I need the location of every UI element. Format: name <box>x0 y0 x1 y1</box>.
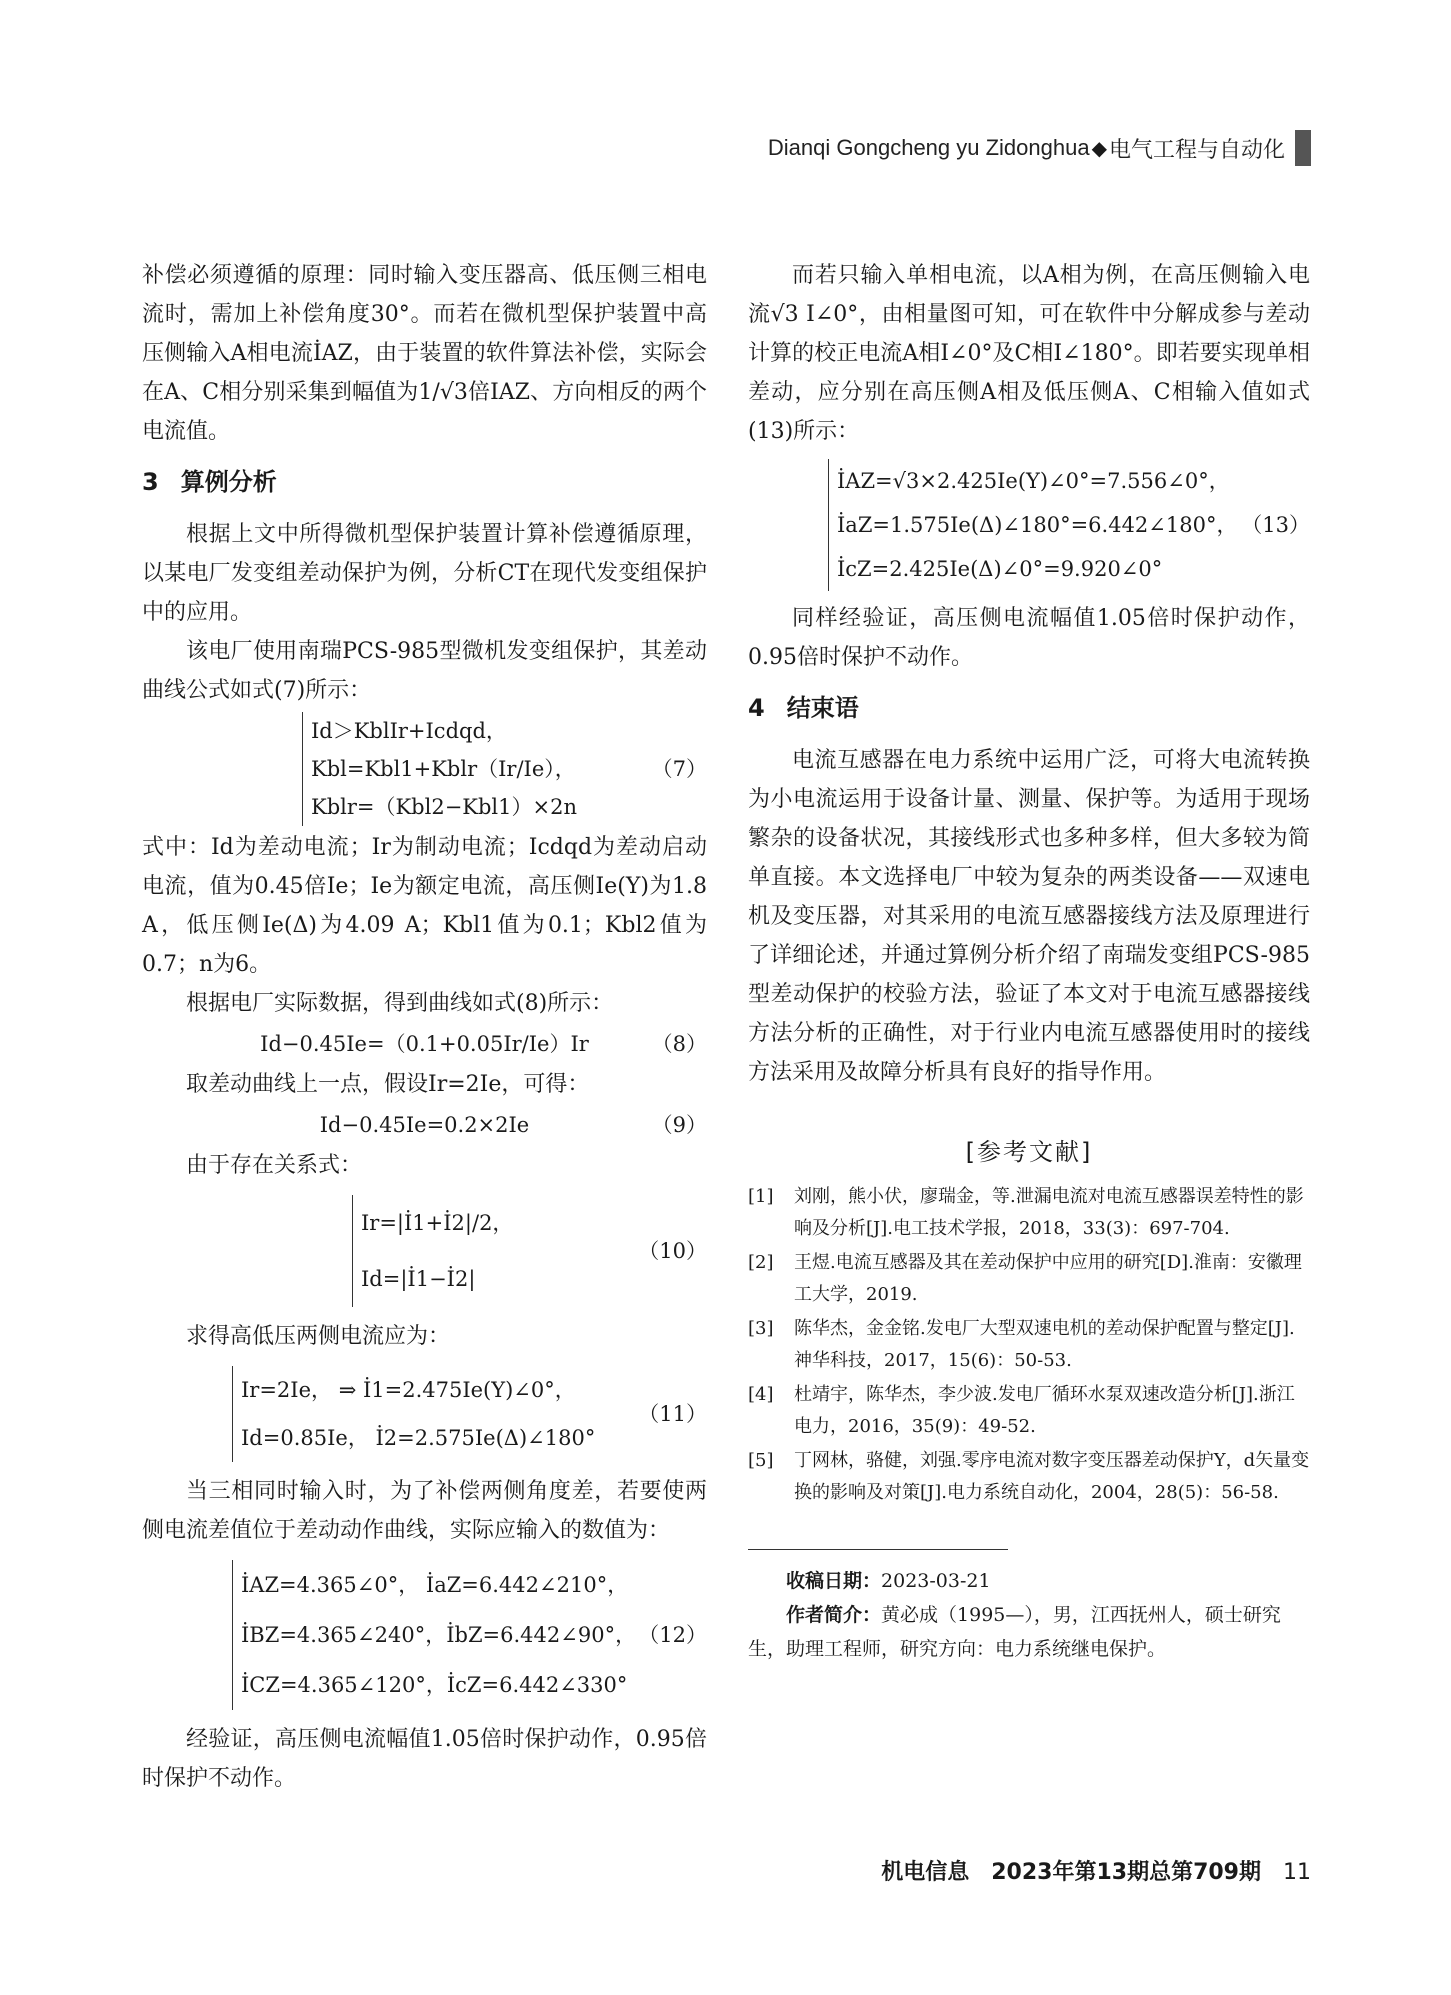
reference-number: [1] <box>748 1186 774 1207</box>
paragraph: 根据上文中所得微机型保护装置计算补偿遵循原理，以某电厂发变组差动保护为例，分析CT在现代发变组保护中的应用。 <box>142 522 707 625</box>
paragraph: 当三相同时输入时，为了补偿两侧角度差，若要使两侧电流差值位于差动动作曲线，实际应输入的数值为： <box>142 1479 707 1543</box>
section-title: 结束语 <box>786 694 859 722</box>
reference-list <box>748 1181 1310 1509</box>
equation-line: İAZ=√3×2.425Ie(Y)∠0°=7.556∠0°， <box>837 469 1230 493</box>
reference-item <box>748 1181 1310 1245</box>
page-number: 11 <box>1283 1860 1311 1885</box>
reference-number: [3] <box>748 1318 774 1339</box>
reference-item <box>748 1313 1310 1377</box>
equation-number: （7） <box>651 757 707 781</box>
equation-line: Id=0.85Ie， İ2=2.575Ie(Δ)∠180° <box>241 1426 596 1450</box>
equation-13 <box>748 459 1310 591</box>
paragraph: 而若只输入单相电流，以A相为例，在高压侧输入电流√3 I∠0°，由相量图可知，可在软件中分解成参与差动计算的校正电流A相I∠0°及C相I∠180°。即若要实现单相差动，应分别在高压侧A相及低压侧A、C相输入值如式(13)所示： <box>748 263 1310 444</box>
journal-pinyin: Dianqi Gongcheng yu Zidonghua <box>767 135 1090 160</box>
equation-line: İaZ=1.575Ie(Δ)∠180°=6.442∠180°， <box>837 513 1238 537</box>
section-title: 算例分析 <box>180 468 277 496</box>
paragraph: 补偿必须遵循的原理：同时输入变压器高、低压侧三相电流时，需加上补偿角度30°。而若在微机型保护装置中高压侧输入A相电流İAZ，由于装置的软件算法补偿，实际会在A、C相分别采集到幅值为1/√3倍IAZ、方向相反的两个电流值。 <box>142 263 707 444</box>
issue-info: 机电信息 2023年第13期总第709期 <box>881 1860 1261 1885</box>
paragraph: 电流互感器在电力系统中运用广泛，可将大电流转换为小电流运用于设备计量、测量、保护等。为适用于现场繁杂的设备状况，其接线形式也多种多样，但大多较为简单直接。本文选择电厂中较为复杂的两类设备——双速电机及变压器，对其采用的电流互感器接线方法及原理进行了详细论述，并通过算例分析介绍了南瑞发变组PCS-985型差动保护的校验方法，验证了本文对于电流互感器接线方法分析的正确性，对于行业内电流互感器使用时的接线方法采用及故障分析具有良好的指导作用。 <box>748 748 1310 1085</box>
equation-line: Kblr=（Kbl2−Kbl1）×2n <box>311 795 577 819</box>
section-heading-4 <box>748 687 1310 729</box>
equation-line: Id＞KblIr+Icdqd， <box>311 719 507 743</box>
equation-8 <box>142 1025 707 1063</box>
equation-12 <box>142 1560 707 1710</box>
paragraph: 求得高低压两侧电流应为： <box>186 1324 451 1349</box>
equation-number: （9） <box>651 1113 707 1137</box>
equation-11 <box>142 1366 707 1462</box>
reference-text: 陈华杰，金金铭.发电厂大型双速电机的差动保护配置与整定[J].神华科技，2017，15(6)：50-53. <box>794 1318 1295 1371</box>
received-label: 收稿日期： <box>786 1570 882 1592</box>
paragraph: 经验证，高压侧电流幅值1.05倍时保护动作，0.95倍时保护不动作。 <box>142 1727 707 1791</box>
running-header <box>768 128 1311 168</box>
received-date-note <box>748 1564 1310 1598</box>
equation-7 <box>142 712 707 826</box>
equation-number: （12） <box>638 1623 707 1647</box>
author-bio-note <box>748 1598 1310 1666</box>
journal-chinese-title: 电气工程与自动化 <box>1108 137 1285 163</box>
reference-text: 王煜.电流互感器及其在差动保护中应用的研究[D].淮南：安徽理工大学，2019. <box>794 1252 1302 1305</box>
right-column <box>748 256 1310 1666</box>
equation-line: Id=|İ1−İ2| <box>361 1267 476 1291</box>
equation-line: İBZ=4.365∠240°，İbZ=6.442∠90°， <box>241 1623 637 1647</box>
equation-line: Ir=2Ie， ⇒ İ1=2.475Ie(Y)∠0°， <box>241 1378 576 1402</box>
equation-line: Kbl=Kbl1+Kblr（Ir/Ie）， <box>311 757 576 781</box>
paragraph: 式中：Id为差动电流；Ir为制动电流；Icdqd为差动启动电流，值为0.45倍Ie；Ie为额定电流，高压侧Ie(Y)为1.8 A，低压侧Ie(Δ)为4.09 A；Kbl1值为0.1；Kbl2值为0.7；n为6。 <box>142 835 707 977</box>
reference-item <box>748 1247 1310 1311</box>
reference-text: 丁网林，骆健，刘强.零序电流对数字变压器差动保护Y，d矢量变换的影响及对策[J].电力系统自动化，2004，28(5)：56-58. <box>794 1450 1310 1503</box>
reference-number: [4] <box>748 1384 774 1405</box>
page-footer <box>881 1855 1311 1886</box>
received-value: 2023-03-21 <box>881 1570 991 1592</box>
paragraph: 根据电厂实际数据，得到曲线如式(8)所示： <box>186 991 614 1016</box>
paragraph: 该电厂使用南瑞PCS-985型微机发变组保护，其差动曲线公式如式(7)所示： <box>142 639 707 703</box>
author-label: 作者简介： <box>786 1604 882 1626</box>
equation-number: （13） <box>1241 513 1310 537</box>
reference-text: 杜靖宇，陈华杰，李少波.发电厂循环水泵双速改造分析[J].浙江电力，2016，35(9)：49-52. <box>794 1384 1295 1437</box>
left-column <box>142 256 707 1798</box>
reference-item <box>748 1379 1310 1443</box>
footnote-divider <box>748 1549 1008 1550</box>
section-number: 3 <box>142 468 159 496</box>
reference-text: 刘刚，熊小伏，廖瑞金，等.泄漏电流对电流互感器误差特性的影响及分析[J].电工技术学报，2018，33(3)：697-704. <box>794 1186 1304 1239</box>
paragraph: 取差动曲线上一点，假设Ir=2Ie，可得： <box>186 1072 590 1097</box>
reference-number: [2] <box>748 1252 774 1273</box>
paragraph: 同样经验证，高压侧电流幅值1.05倍时保护动作，0.95倍时保护不动作。 <box>748 606 1310 670</box>
equation-10 <box>142 1195 707 1307</box>
diamond-icon: ◆ <box>1091 136 1107 160</box>
equation-line: İAZ=4.365∠0°， İaZ=6.442∠210°， <box>241 1573 629 1597</box>
equation-number: （8） <box>651 1032 707 1056</box>
equation-line: İcZ=2.425Ie(Δ)∠0°=9.920∠0° <box>837 557 1163 581</box>
equation-line: Id−0.45Ie=0.2×2Ie <box>319 1113 530 1137</box>
equation-9 <box>142 1106 707 1144</box>
equation-line: İCZ=4.365∠120°，İcZ=6.442∠330° <box>241 1673 628 1697</box>
reference-item <box>748 1445 1310 1509</box>
reference-number: [5] <box>748 1450 774 1471</box>
equation-number: （10） <box>638 1239 707 1263</box>
references-heading: [参考文献] <box>965 1138 1093 1166</box>
paragraph: 由于存在关系式： <box>186 1153 363 1178</box>
author-value: 黄必成（1995—），男，江西抚州人，硕士研究生，助理工程师，研究方向：电力系统继电保护。 <box>748 1604 1281 1660</box>
equation-line: Id−0.45Ie=（0.1+0.05Ir/Ie）Ir <box>260 1032 589 1056</box>
equation-line: Ir=|İ1+İ2|/2， <box>361 1211 514 1235</box>
header-bar-decoration <box>1295 130 1311 166</box>
section-heading-3 <box>142 461 707 503</box>
equation-number: （11） <box>638 1402 707 1426</box>
section-number: 4 <box>748 694 765 722</box>
